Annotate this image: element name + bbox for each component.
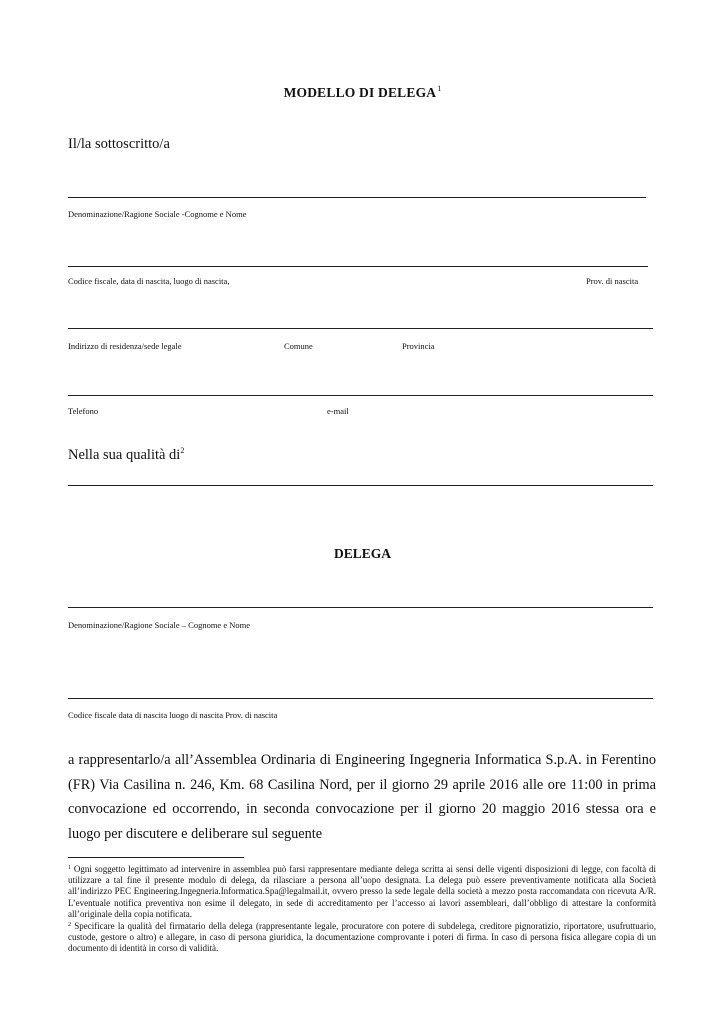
qualita-label xyxy=(68,446,184,464)
email-caption: e-mail xyxy=(327,406,349,416)
indirizzo-line[interactable] xyxy=(68,328,653,329)
page-title xyxy=(0,84,725,101)
provincia-caption: Provincia xyxy=(402,341,435,351)
indirizzo-caption: Indirizzo di residenza/sede legale xyxy=(68,341,182,351)
contatti-line[interactable] xyxy=(68,395,653,396)
footnote-2 xyxy=(68,920,656,955)
qualita-text: Nella sua qualità di xyxy=(68,447,181,463)
footnote-1-mark: 1 xyxy=(68,865,71,871)
delega-body-text: a rappresentarlo/a all’Assemblea Ordinaria di Engineering Ingegneria Informatica S.p.A. in Ferentino (FR) Via Casilina n. 246, Km. 68 Casilina Nord, per il giorno 29 aprile 2016 alle ore 11:00 in prima convocazione ed occorrendo, in seconda convocazione per il giorno 20 maggio 2016 stessa ora e luogo per discutere e deliberare sul seguente xyxy=(68,752,656,842)
telefono-caption: Telefono xyxy=(68,406,99,416)
footnote-1-text: Ogni soggetto legittimato ad intervenire in assemblea può farsi rappresentare mediante delega scritta ai sensi delle vigenti disposizioni di legge, con facoltà di utilizzare a tal fine il presente modulo di delega, da rilasciare a persona all’uopo designata. La delega può essere preventivamente notificata alla Società all’indirizzo PEC Engineering.Ingegneria.Informatica.Spa@legalmail.it, ovvero presso la sede legale della società a mezzo posta raccomandata con ricevuta A/R. L’eventuale notifica preventiva non esime il delegato, in sede di accreditamento per l’accesso ai lavori assembleari, dall’obbligo di attestare la conformità all’originale della copia notificata. xyxy=(68,864,656,919)
footnote-2-text: Specificare la qualità del firmatario della delega (rappresentante legale, procuratore con potere di subdelega, creditore pignoratizio, riportatore, usufruttuario, custode, gestore o altro) e allegare, in caso di persona giuridica, la documentazione comprovante i poteri di firma. In caso di persona fisica allegare copia di un documento di identità in corso di validità. xyxy=(68,921,656,954)
footnotes xyxy=(68,863,656,955)
delegato-denominazione-line[interactable] xyxy=(68,607,653,608)
denominazione-caption: Denominazione/Ragione Sociale -Cognome e Nome xyxy=(68,209,247,219)
codice-fiscale-caption: Codice fiscale, data di nascita, luogo di nascita, xyxy=(68,276,230,286)
denominazione-line[interactable] xyxy=(68,197,646,198)
codice-fiscale-line[interactable] xyxy=(68,266,648,267)
qualita-line[interactable] xyxy=(68,485,653,486)
footnote-2-mark: 2 xyxy=(68,922,71,929)
qualita-footnote-ref: 2 xyxy=(180,446,185,455)
subscriber-label: Il/la sottoscritto/a xyxy=(68,136,170,152)
delegato-codice-fiscale-line[interactable] xyxy=(68,698,653,699)
footnote-separator xyxy=(68,857,244,858)
delegato-denominazione-caption: Denominazione/Ragione Sociale – Cognome e Nome xyxy=(68,620,250,630)
delega-heading: DELEGA xyxy=(333,546,391,561)
footnote-1 xyxy=(68,863,656,920)
delegato-codice-fiscale-caption: Codice fiscale data di nascita luogo di nascita Prov. di nascita xyxy=(68,710,278,720)
title-footnote-ref: 1 xyxy=(437,84,442,93)
title-text: MODELLO DI DELEGA xyxy=(283,85,437,100)
comune-caption: Comune xyxy=(284,341,313,351)
prov-nascita-caption: Prov. di nascita xyxy=(586,276,639,286)
